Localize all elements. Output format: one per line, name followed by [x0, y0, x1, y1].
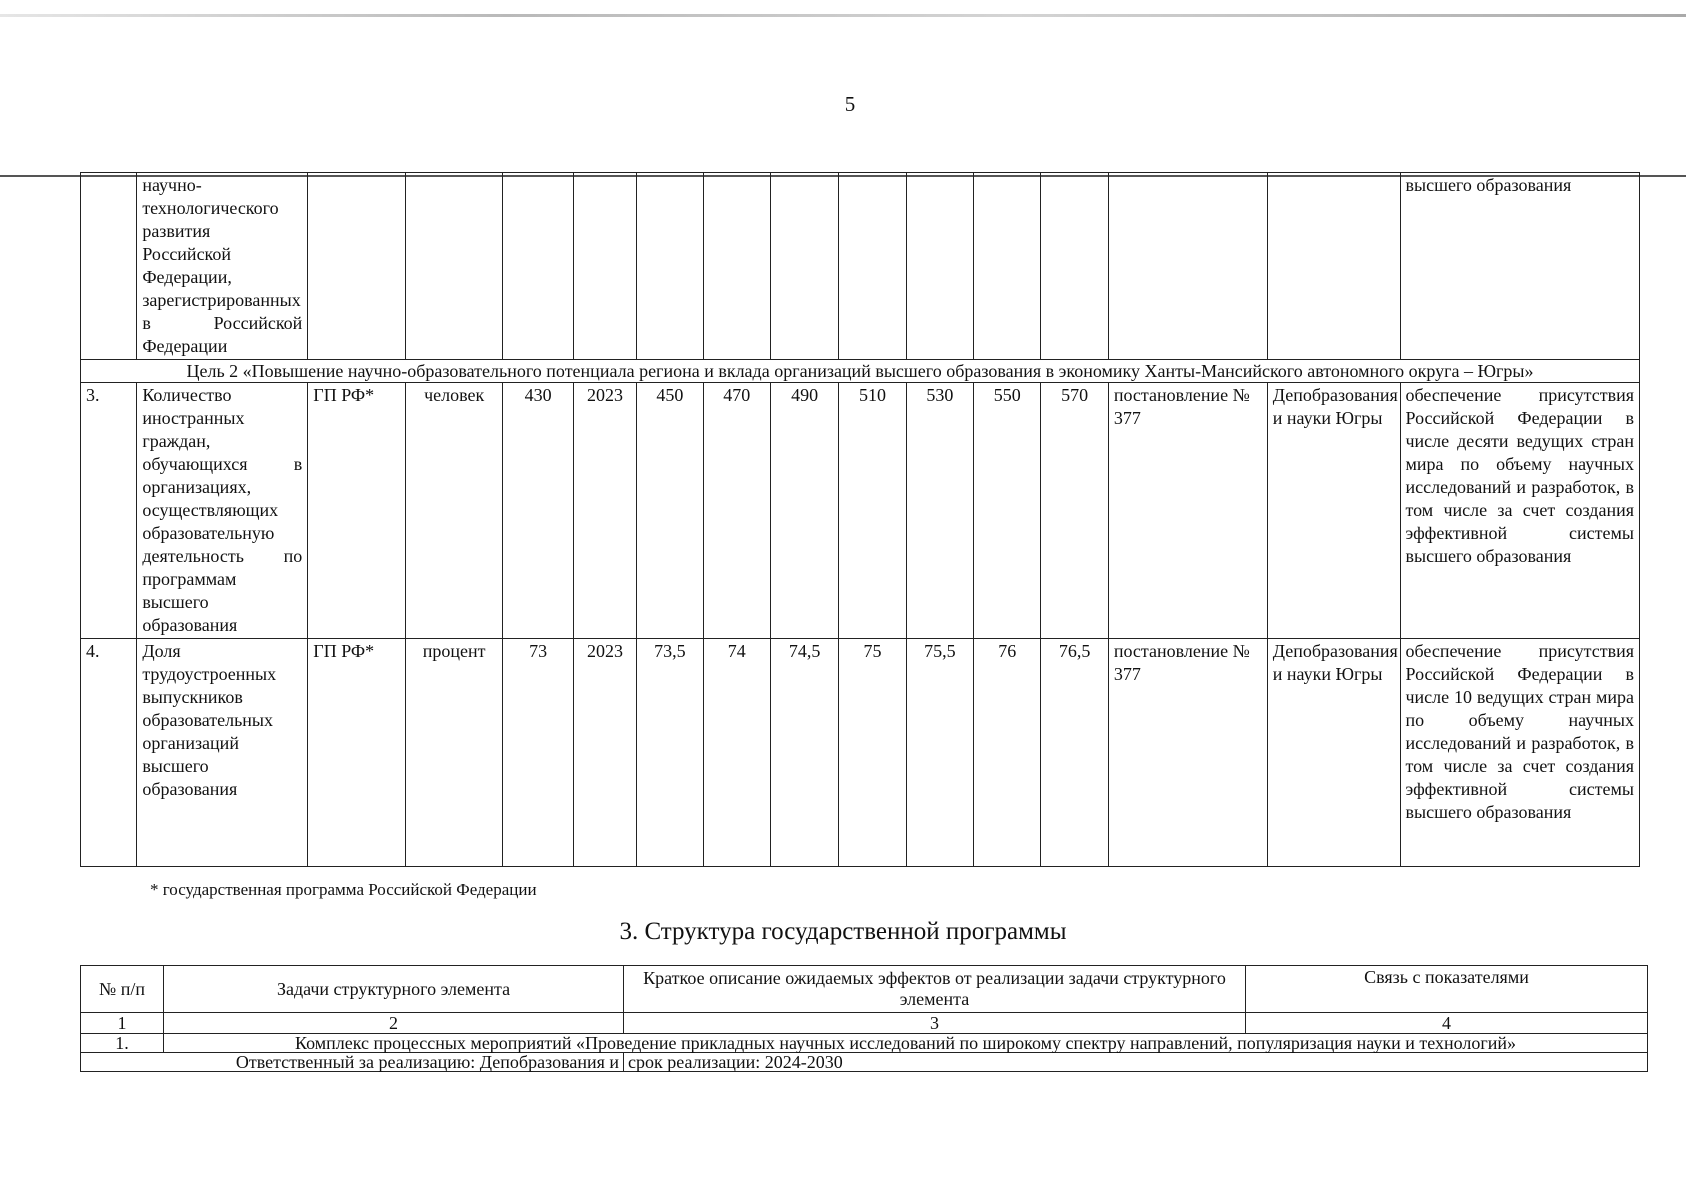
column-number: 3 — [624, 1013, 1246, 1034]
regulating-document: постановление № 377 — [1108, 383, 1267, 639]
column-header: № п/п — [81, 966, 164, 1013]
responsible-body: Депобразования и науки Югры — [1267, 639, 1400, 867]
value-2029: 550 — [974, 383, 1041, 639]
process-complex-title: Комплекс процессных мероприятий «Проведение прикладных научных исследований по широкому спектру направлений, популяризация науки и технологий» — [164, 1034, 1648, 1053]
indicator-name: Доля трудоустроенных выпускников образовательных организаций высшего образования — [137, 639, 308, 867]
column-header: Краткое описание ожидаемых эффектов от реализации задачи структурного элемента — [624, 966, 1246, 1013]
base-year: 2023 — [573, 639, 636, 867]
table-header-row — [81, 966, 1648, 1013]
row-number: 3. — [81, 383, 137, 639]
value-2028: 75,5 — [906, 639, 973, 867]
indicator-name: Количество иностранных граждан, обучающихся в организациях, осуществляющих образовательную деятельность по программам высшего образования — [137, 383, 308, 639]
page-number: 5 — [844, 92, 856, 116]
value-2025: 74 — [703, 639, 770, 867]
row-number: 4. — [81, 639, 137, 867]
base-year: 2023 — [573, 383, 636, 639]
table-row — [81, 1034, 1648, 1053]
structure-table — [80, 965, 1648, 1072]
responsible-line: Ответственный за реализацию: Депобразования и — [81, 1053, 624, 1072]
indicator-link: высшего образования — [1400, 173, 1640, 360]
table-row — [81, 1053, 1648, 1072]
value-2024: 450 — [637, 383, 703, 639]
value-2028: 530 — [906, 383, 973, 639]
regulating-document: постановление № 377 — [1108, 639, 1267, 867]
implementation-period: срок реализации: 2024-2030 — [624, 1053, 1648, 1072]
row-number: 1. — [81, 1034, 164, 1053]
value-2027: 510 — [839, 383, 906, 639]
indicators-table — [80, 172, 1640, 867]
base-value: 430 — [503, 383, 573, 639]
value-2029: 76 — [974, 639, 1041, 867]
value-2026: 74,5 — [770, 639, 838, 867]
column-number: 2 — [164, 1013, 624, 1034]
section-title: 3. Структура государственной программы — [619, 918, 1067, 945]
indicator-unit: человек — [405, 383, 503, 639]
indicator-unit: процент — [405, 639, 503, 867]
responsible-body: Депобразования и науки Югры — [1267, 383, 1400, 639]
column-header: Связь с показателями — [1246, 966, 1648, 1013]
indicator-name: научно-технологического развития Российской Федерации, зарегистрированных в Российской Федерации — [137, 173, 308, 360]
column-number: 1 — [81, 1013, 164, 1034]
scan-edge-artifact — [0, 14, 1686, 17]
base-value: 73 — [503, 639, 573, 867]
value-2030: 570 — [1041, 383, 1108, 639]
value-2027: 75 — [839, 639, 906, 867]
table-row — [81, 383, 1640, 639]
goal-row — [81, 360, 1640, 383]
column-header: Задачи структурного элемента — [164, 966, 624, 1013]
indicator-level: ГП РФ* — [308, 383, 406, 639]
indicator-level: ГП РФ* — [308, 639, 406, 867]
table-row — [81, 639, 1640, 867]
goal-2-title: Цель 2 «Повышение научно-образовательного потенциала региона и вклада организаций высшего образования в экономику Ханты-Мансийского автономного округа – Югры» — [81, 360, 1640, 383]
column-number-row — [81, 1013, 1648, 1034]
value-2024: 73,5 — [637, 639, 703, 867]
value-2025: 470 — [703, 383, 770, 639]
indicator-link: обеспечение присутствия Российской Федерации в числе десяти ведущих стран мира по объему научных исследований и разработок, в том числе за счет создания эффективной системы высшего образования — [1400, 383, 1640, 639]
indicator-link: обеспечение присутствия Российской Федерации в числе 10 ведущих стран мира по объему научных исследований и разработок, в том числе за счет создания эффективной системы высшего образования — [1400, 639, 1640, 867]
column-number: 4 — [1246, 1013, 1648, 1034]
value-2026: 490 — [770, 383, 838, 639]
table-row — [81, 173, 1640, 360]
value-2030: 76,5 — [1041, 639, 1108, 867]
footnote: * государственная программа Российской Федерации — [150, 880, 537, 899]
